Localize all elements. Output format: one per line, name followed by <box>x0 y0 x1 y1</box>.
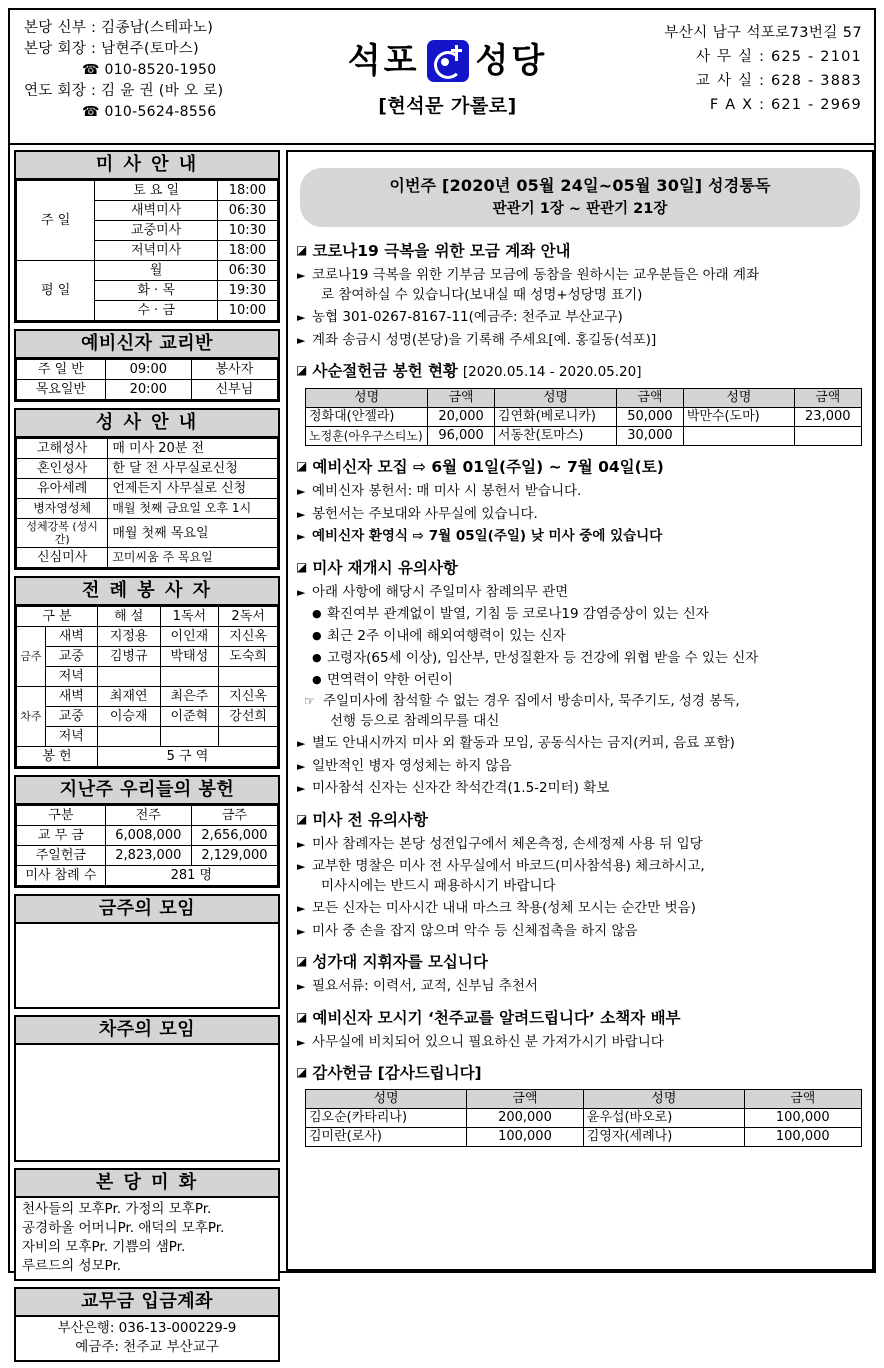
offering-title: 지난주 우리들의 봉헌 <box>16 777 278 805</box>
table-header-row <box>17 607 278 627</box>
sacrament-info: 한 달 전 사무실로신청 <box>108 459 278 479</box>
liturgy-reading2: 강선희 <box>219 707 278 727</box>
list-item-text: 교부한 명찰은 미사 전 사무실에서 바코드(미사참석용) 체크하시고, <box>312 858 705 874</box>
section-title: 예비신자 모집 ⇨ 6월 01일(주일) ~ 7월 04일(토) <box>312 458 664 476</box>
arrow-bullet-icon: ► <box>297 485 306 498</box>
arrow-bullet-icon: ► <box>297 530 306 543</box>
table-row <box>17 459 278 479</box>
panel-church-decoration <box>14 1168 280 1281</box>
list-item-text: 아래 사항에 해당시 주일미사 참례의무 관면 <box>312 583 569 600</box>
list-item <box>296 604 864 624</box>
liturgy-reading2: 지신옥 <box>219 687 278 707</box>
offering-table <box>16 805 278 886</box>
liturgy-time: 저녁 <box>45 727 97 747</box>
list-item <box>296 899 864 919</box>
panel-mass-schedule <box>14 150 280 323</box>
mass-group-sunday: 주 일 <box>17 181 95 261</box>
pastor-line: 본당 신부 : 김종남(스테파노) <box>24 20 214 36</box>
liturgy-time: 교중 <box>45 707 97 727</box>
list-item-continuation: 선행 등으로 참례의무를 대신 <box>330 712 500 729</box>
col-name: 성명 <box>583 1090 744 1109</box>
offering-row-label: 주일헌금 <box>17 846 106 866</box>
liturgy-time: 교중 <box>45 647 97 667</box>
section-corona-fund <box>296 239 864 350</box>
section-heading <box>296 556 864 580</box>
main-content <box>286 150 874 1271</box>
arrow-bullet-icon: ► <box>297 860 306 873</box>
liturgy-commentary <box>97 727 160 747</box>
liturgy-commentary: 김병규 <box>97 647 160 667</box>
bank-account-title: 교무금 입금계좌 <box>16 1289 278 1317</box>
table-row <box>306 1109 862 1128</box>
church-address: 부산시 남구 석포로73번길 57 <box>664 25 862 41</box>
liturgy-commentary <box>97 667 160 687</box>
section-marker-icon: ◪ <box>296 811 308 826</box>
list-item-text: 고령자(65세 이상), 임산부, 만성질환자 등 건강에 위협 받을 수 있는 신자 <box>327 650 759 666</box>
offering-prev-week: 2,823,000 <box>105 846 191 866</box>
header-contact-block <box>10 10 310 143</box>
catechism-class-time: 09:00 <box>105 360 191 380</box>
list-item <box>296 482 864 502</box>
list-item <box>296 527 864 547</box>
bank-account-body <box>16 1317 278 1360</box>
list-item-text: 주일미사에 참석할 수 없는 경우 집에서 방송미사, 묵주기도, 성경 봉독, <box>323 693 740 709</box>
arrow-bullet-icon: ► <box>297 333 306 347</box>
col-amount: 금액 <box>617 389 684 408</box>
col-amount: 금액 <box>744 1090 861 1109</box>
liturgy-reading1 <box>160 727 219 747</box>
arrow-bullet-icon: ► <box>297 980 306 993</box>
mass-time: 10:00 <box>217 301 277 321</box>
donor-name: 노정훈(아우구스티노) <box>306 427 428 446</box>
section-lent-offering <box>296 359 864 446</box>
section-marker-icon: ◪ <box>296 559 308 574</box>
sacrament-info: 꼬미씨움 주 목요일 <box>108 548 278 568</box>
table-row <box>17 181 278 201</box>
dot-bullet-icon: ● <box>312 629 322 642</box>
col-amount: 금액 <box>467 1090 584 1109</box>
list-item-continuation: 미사시에는 반드시 패용하시기 바랍니다 <box>321 877 556 894</box>
section-marker-icon: ◪ <box>296 243 308 257</box>
next-week-meeting-title: 차주의 모임 <box>16 1017 278 1045</box>
section-marker-icon: ◪ <box>296 1065 308 1079</box>
section-heading <box>296 1006 864 1030</box>
list-item <box>296 692 864 731</box>
panel-last-week-offering <box>14 775 280 888</box>
liturgy-week-label: 금주 <box>17 627 46 687</box>
donor-amount: 100,000 <box>744 1109 861 1128</box>
list-item-text: 미사참석 신자는 신자간 착석간격(1.5-2미터) 확보 <box>312 780 610 796</box>
pointing-hand-icon: ☞ <box>304 694 315 708</box>
section-heading <box>296 1061 864 1085</box>
attendance-value: 281 명 <box>105 866 277 886</box>
section-title: 감사헌금 [감사드립니다] <box>312 1064 482 1082</box>
section-thanks-offering <box>296 1061 864 1147</box>
donor-amount: 30,000 <box>617 427 684 446</box>
table-row <box>17 846 278 866</box>
donor-name: 김연화(베로니카) <box>494 408 616 427</box>
arrow-bullet-icon: ► <box>297 311 306 324</box>
panel-sacrament-guide <box>14 408 280 570</box>
sacrament-info: 매월 첫째 금요일 오후 1시 <box>108 499 278 519</box>
col-amount: 금액 <box>428 389 495 408</box>
table-header-row <box>306 389 862 408</box>
liturgy-reading1: 이준혁 <box>160 707 219 727</box>
offering-col-this-week: 금주 <box>191 806 277 826</box>
list-item <box>296 1033 864 1053</box>
table-row <box>17 866 278 886</box>
section-title: 코로나19 극복을 위한 모금 계좌 안내 <box>312 242 571 260</box>
donor-amount: 100,000 <box>744 1128 861 1147</box>
list-item-text: 일반적인 병자 영성체는 하지 않음 <box>312 757 512 774</box>
list-item <box>296 977 864 997</box>
sacrament-info: 매월 첫째 목요일 <box>108 519 278 548</box>
next-week-meeting-body <box>16 1045 278 1160</box>
list-item <box>296 583 864 603</box>
arrow-bullet-icon: ► <box>297 902 306 915</box>
catechism-class-name: 주 일 반 <box>17 360 106 380</box>
section-heading <box>296 359 864 384</box>
donor-amount: 50,000 <box>617 408 684 427</box>
mass-name: 수 · 금 <box>95 301 218 321</box>
section-title: 미사 재개시 유의사항 <box>312 558 458 577</box>
col-name: 성명 <box>494 389 616 408</box>
list-item-text: 농협 301-0267-8167-11(예금주: 천주교 부산교구) <box>312 309 623 325</box>
donor-name: 박만수(도마) <box>683 408 794 427</box>
this-week-meeting-body <box>16 924 278 1007</box>
list-item <box>296 857 864 896</box>
mass-time: 06:30 <box>217 201 277 221</box>
catechism-title: 예비신자 교리반 <box>16 331 278 359</box>
panel-next-week-meeting <box>14 1015 280 1162</box>
arrow-bullet-icon: ► <box>297 269 306 282</box>
table-row <box>17 261 278 281</box>
liturgy-reading1: 이인재 <box>160 627 219 647</box>
liturgy-reading1 <box>160 667 219 687</box>
mass-name: 화 · 목 <box>95 281 218 301</box>
bulletin-header <box>10 10 874 143</box>
bible-reading-period: 이번주 [2020년 05월 24일~05월 30일] 성경통독 <box>389 176 771 195</box>
list-item <box>296 734 864 754</box>
liturgy-col-reading1: 1독서 <box>160 607 219 627</box>
mass-time: 10:30 <box>217 221 277 241</box>
arrow-bullet-icon: ► <box>297 782 306 795</box>
church-patron-subtitle: [현석문 가롤로] <box>378 94 517 117</box>
panel-catechism-class <box>14 329 280 402</box>
list-item <box>296 779 864 799</box>
church-title-block <box>310 10 585 143</box>
list-item <box>296 308 864 328</box>
section-marker-icon: ◪ <box>296 459 308 473</box>
section-marker-icon: ◪ <box>296 1009 308 1024</box>
this-week-meeting-title: 금주의 모임 <box>16 896 278 924</box>
col-name: 성명 <box>306 389 428 408</box>
catechism-class-name: 목요일반 <box>17 380 106 400</box>
list-item-text: 미사 중 손을 잡지 않으며 악수 등 신체접촉을 하지 않음 <box>312 922 638 939</box>
sacrament-name: 혼인성사 <box>17 459 108 479</box>
bible-reading-banner <box>300 168 860 227</box>
dot-bullet-icon: ● <box>312 607 322 620</box>
decoration-line: 자비의 모후Pr. 기쁨의 샘Pr. <box>22 1239 186 1255</box>
decoration-line: 루르드의 성모Pr. <box>22 1258 122 1274</box>
liturgy-reading2 <box>219 727 278 747</box>
panel-this-week-meeting <box>14 894 280 1009</box>
donor-amount: 100,000 <box>467 1128 584 1147</box>
arrow-bullet-icon: ► <box>297 837 306 851</box>
sacrament-info: 언제든지 사무실로 신청 <box>108 479 278 499</box>
church-title-row <box>348 40 547 82</box>
section-booklet-distribution <box>296 1006 864 1053</box>
mass-name: 교중미사 <box>95 221 218 241</box>
donor-amount: 200,000 <box>467 1109 584 1128</box>
decoration-title: 본 당 미 화 <box>16 1170 278 1198</box>
arrow-bullet-icon: ► <box>297 585 306 599</box>
mass-name: 저녁미사 <box>95 241 218 261</box>
sacrament-name: 고해성사 <box>17 439 108 459</box>
bible-reading-range: 판관기 1장 ~ 판관기 21장 <box>492 201 668 217</box>
table-row <box>17 707 278 727</box>
section-catechumen-recruit <box>296 455 864 547</box>
section-heading <box>296 950 864 974</box>
sacrament-name: 신심미사 <box>17 548 108 568</box>
catechism-class-time: 20:00 <box>105 380 191 400</box>
section-date-range: [2020.05.14 - 2020.05.20] <box>462 364 642 380</box>
list-item-text: 면역력이 약한 어린이 <box>327 672 453 688</box>
liturgy-title: 전 례 봉 사 자 <box>16 578 278 606</box>
offering-this-week: 2,129,000 <box>191 846 277 866</box>
list-item <box>296 922 864 942</box>
lent-offering-table <box>305 388 862 446</box>
mass-schedule-title: 미 사 안 내 <box>16 152 278 180</box>
table-row <box>306 408 862 427</box>
liturgy-offering-label: 봉 헌 <box>17 747 98 767</box>
list-item-text: 봉헌서는 주보대와 사무실에 있습니다. <box>312 505 538 522</box>
decoration-line: 천사들의 모후Pr. 가정의 모후Pr. <box>22 1201 212 1217</box>
bank-account-holder: 예금주: 천주교 부산교구 <box>75 1339 219 1355</box>
donor-amount: 23,000 <box>794 408 861 427</box>
section-title: 예비신자 모시기 ‘천주교를 알려드립니다’ 소책자 배부 <box>312 1008 681 1027</box>
sacrament-info: 매 미사 20분 전 <box>108 439 278 459</box>
yeondo-president-line: 연도 회장 : 김 윤 권 (바 오 로) <box>24 83 224 99</box>
liturgy-week-label: 차주 <box>17 687 46 747</box>
mass-name: 새벽미사 <box>95 201 218 221</box>
mass-group-weekday: 평 일 <box>17 261 95 321</box>
list-item-text: 모든 신자는 미사시간 내내 마스크 착용(성체 모시는 순간만 벗음) <box>312 900 696 916</box>
table-row <box>17 380 278 400</box>
liturgy-col-reading2: 2독서 <box>219 607 278 627</box>
table-row <box>17 826 278 846</box>
list-item-text: 코로나19 극복을 위한 기부금 모금에 동참을 원하시는 교우분들은 아래 계좌 <box>312 267 760 283</box>
arrow-bullet-icon: ► <box>297 507 306 521</box>
col-name: 성명 <box>683 389 794 408</box>
mass-schedule-table <box>16 180 278 321</box>
donor-name: 김오순(카타리나) <box>306 1109 467 1128</box>
sacrament-name: 유아세례 <box>17 479 108 499</box>
table-row <box>17 479 278 499</box>
donor-name: 정화대(안젤라) <box>306 408 428 427</box>
church-logo-icon <box>427 40 469 82</box>
sacrament-table <box>16 438 278 568</box>
liturgy-time: 새벽 <box>45 627 97 647</box>
office-phone: 사 무 실 : 625 - 2101 <box>696 49 862 65</box>
list-item-continuation: 로 참여하실 수 있습니다(보내실 때 성명+성당명 표기) <box>321 286 643 303</box>
table-row <box>17 727 278 747</box>
arrow-bullet-icon: ► <box>297 1035 306 1049</box>
offering-row-label: 교 무 금 <box>17 826 106 846</box>
donor-name: 윤우섭(바오로) <box>583 1109 744 1128</box>
list-item-text: 필요서류: 이력서, 교적, 신부님 추천서 <box>312 978 538 994</box>
donor-amount: 96,000 <box>428 427 495 446</box>
donor-name: 김영자(세례나) <box>583 1128 744 1147</box>
list-item-text: 사무실에 비치되어 있으니 필요하신 분 가져가시기 바랍니다 <box>312 1033 664 1050</box>
mass-time: 18:00 <box>217 181 277 201</box>
mass-time: 19:30 <box>217 281 277 301</box>
list-item-text: 계좌 송금시 성명(본당)을 기록해 주세요[예. 홍길동(석포)] <box>312 331 657 348</box>
thanks-offering-table <box>305 1089 862 1147</box>
list-item-text: 미사 참례자는 본당 성전입구에서 체온측정, 손세정제 사용 뒤 입당 <box>312 835 703 852</box>
council-president-line: 본당 회장 : 남현주(토마스) <box>24 41 199 57</box>
section-pre-mass-notice <box>296 808 864 942</box>
section-title: 미사 전 유의사항 <box>312 810 428 829</box>
liturgy-reading2: 도숙희 <box>219 647 278 667</box>
list-item-text: 예비신자 봉헌서: 매 미사 시 봉헌서 받습니다. <box>312 483 582 499</box>
table-row <box>17 687 278 707</box>
panel-liturgical-servers <box>14 576 280 769</box>
section-title: 성가대 지휘자를 모십니다 <box>312 953 488 971</box>
list-item <box>296 331 864 351</box>
header-divider <box>10 143 874 145</box>
list-item <box>296 835 864 855</box>
council-president-phone: ☎ 010-8520-1950 <box>82 62 217 78</box>
sacrament-name: 병자영성체 <box>17 499 108 519</box>
list-item <box>296 626 864 646</box>
bank-account-number: 부산은행: 036-13-000229-9 <box>57 1320 237 1336</box>
sacrament-title: 성 사 안 내 <box>16 410 278 438</box>
table-row <box>17 499 278 519</box>
liturgy-col-division: 구 분 <box>17 607 98 627</box>
liturgy-reading2 <box>219 667 278 687</box>
mass-name: 월 <box>95 261 218 281</box>
section-heading <box>296 808 864 832</box>
liturgy-reading2: 지신옥 <box>219 627 278 647</box>
decoration-body <box>16 1198 278 1279</box>
mass-name: 토 요 일 <box>95 181 218 201</box>
list-item-text: 최근 2주 이내에 해외여행력이 있는 신자 <box>327 628 566 644</box>
liturgy-commentary: 지정용 <box>97 627 160 647</box>
list-item <box>296 505 864 525</box>
liturgy-commentary: 이승재 <box>97 707 160 727</box>
offering-this-week: 2,656,000 <box>191 826 277 846</box>
fax-number: F A X : 621 - 2969 <box>709 97 862 113</box>
table-header-row <box>306 1090 862 1109</box>
table-row <box>306 427 862 446</box>
liturgy-time: 새벽 <box>45 687 97 707</box>
arrow-bullet-icon: ► <box>297 737 306 750</box>
catechism-table <box>16 359 278 400</box>
donor-name: 서동찬(토마스) <box>494 427 616 446</box>
sidebar <box>14 150 280 1368</box>
list-item <box>296 757 864 777</box>
col-amount: 금액 <box>794 389 861 408</box>
table-row <box>17 548 278 568</box>
offering-prev-week: 6,008,000 <box>105 826 191 846</box>
panel-bank-account <box>14 1287 280 1362</box>
church-name-left: 석포 <box>347 40 420 81</box>
attendance-label: 미사 참례 수 <box>17 866 106 886</box>
yeondo-president-phone: ☎ 010-5624-8556 <box>82 104 217 120</box>
table-header-row <box>17 806 278 826</box>
table-row <box>17 519 278 548</box>
offering-col-prev-week: 전주 <box>105 806 191 826</box>
catechism-class-leader: 봉사자 <box>191 360 277 380</box>
table-row <box>306 1128 862 1147</box>
liturgy-reading1: 박태성 <box>160 647 219 667</box>
liturgy-table <box>16 606 278 767</box>
section-marker-icon: ◪ <box>296 363 308 377</box>
liturgy-commentary: 최재연 <box>97 687 160 707</box>
section-mass-resume-notice <box>296 556 864 799</box>
section-choir-conductor <box>296 950 864 997</box>
section-heading <box>296 239 864 263</box>
liturgy-time: 저녁 <box>45 667 97 687</box>
sacrament-name: 성체강복 (성시간) <box>17 519 108 548</box>
list-item <box>296 648 864 668</box>
donor-name: 김미란(로사) <box>306 1128 467 1147</box>
header-address-block <box>585 10 874 143</box>
table-row <box>17 360 278 380</box>
liturgy-offering-value: 5 구 역 <box>97 747 277 767</box>
mass-time: 06:30 <box>217 261 277 281</box>
mass-time: 18:00 <box>217 241 277 261</box>
section-marker-icon: ◪ <box>296 954 308 968</box>
table-row <box>17 747 278 767</box>
donor-amount <box>794 427 861 446</box>
arrow-bullet-icon: ► <box>297 924 306 938</box>
classroom-phone: 교 사 실 : 628 - 3883 <box>696 73 862 89</box>
section-title: 사순절헌금 봉헌 현황 <box>312 362 458 380</box>
liturgy-reading1: 최은주 <box>160 687 219 707</box>
col-name: 성명 <box>306 1090 467 1109</box>
list-item-text: 예비신자 환영식 ⇨ 7월 05일(주일) 낮 미사 중에 있습니다 <box>312 528 663 544</box>
dot-bullet-icon: ● <box>312 651 322 664</box>
liturgy-col-commentary: 해 설 <box>97 607 160 627</box>
dot-bullet-icon: ● <box>312 673 322 686</box>
catechism-class-leader: 신부님 <box>191 380 277 400</box>
decoration-line: 공경하올 어머니Pr. 애덕의 모후Pr. <box>22 1220 225 1236</box>
table-row <box>17 439 278 459</box>
arrow-bullet-icon: ► <box>297 759 306 773</box>
list-item-text: 확진여부 관계없이 발열, 기침 등 코로나19 감염증상이 있는 신자 <box>327 606 709 622</box>
donor-name <box>683 427 794 446</box>
table-row <box>17 647 278 667</box>
list-item <box>296 670 864 690</box>
table-row <box>17 667 278 687</box>
table-row <box>17 627 278 647</box>
list-item <box>296 266 864 305</box>
section-heading <box>296 455 864 479</box>
offering-col-division: 구분 <box>17 806 106 826</box>
church-name-right: 성당 <box>475 40 548 81</box>
donor-amount: 20,000 <box>428 408 495 427</box>
list-item-text: 별도 안내시까지 미사 외 활동과 모임, 공동식사는 금지(커피, 음료 포함) <box>312 735 735 751</box>
